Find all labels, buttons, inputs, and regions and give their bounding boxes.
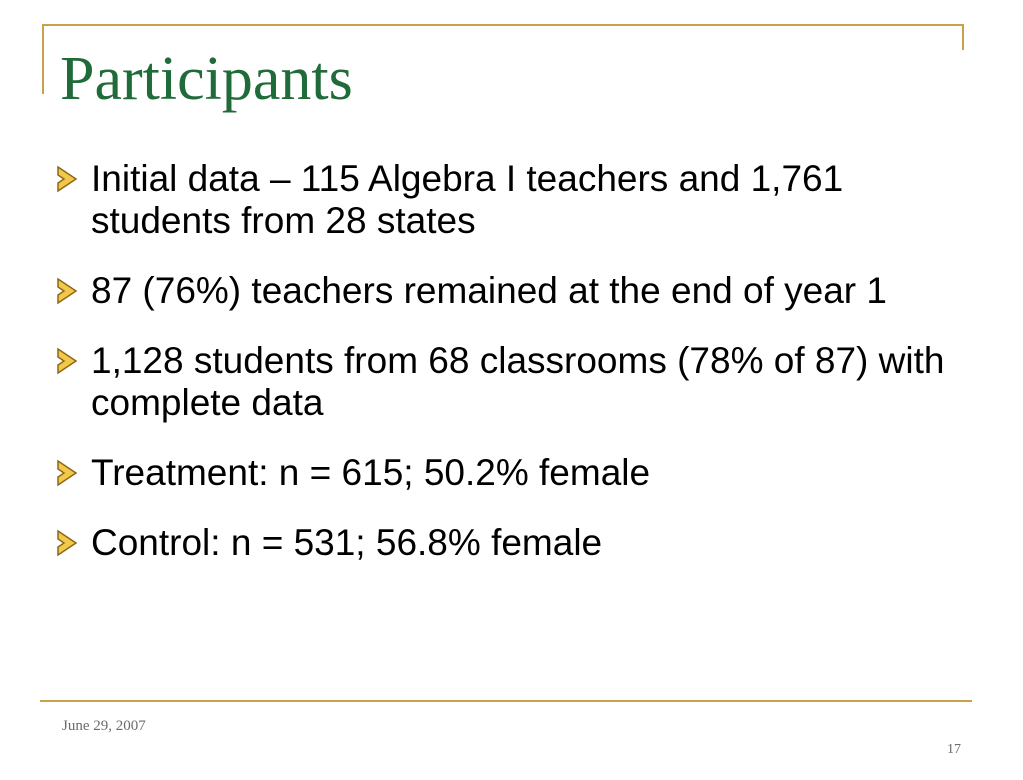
- footer-divider: [40, 700, 972, 702]
- bullet-text: Control: n = 531; 56.8% female: [91, 522, 603, 563]
- arrow-bullet-icon: [55, 161, 81, 197]
- arrow-bullet-icon: [55, 343, 81, 379]
- bullet-list: [55, 158, 955, 592]
- footer-date: June 29, 2007: [62, 718, 146, 734]
- arrow-bullet-icon: [55, 273, 81, 309]
- frame-right-tick: [962, 24, 964, 50]
- bullet-item: [55, 270, 955, 312]
- arrow-bullet-icon: [55, 455, 81, 491]
- bullet-item: [55, 522, 955, 564]
- frame-top-line: [42, 24, 964, 26]
- bullet-text: 1,128 students from 68 classrooms (78% of 87) with complete data: [91, 340, 945, 423]
- slide-title: Participants: [60, 45, 353, 113]
- arrow-bullet-icon: [55, 525, 81, 561]
- bullet-text: Treatment: n = 615; 50.2% female: [91, 452, 651, 493]
- bullet-item: [55, 452, 955, 494]
- bullet-text: 87 (76%) teachers remained at the end of year 1: [91, 270, 887, 311]
- bullet-text: Initial data – 115 Algebra I teachers and 1,761 students from 28 states: [91, 158, 844, 241]
- bullet-item: [55, 340, 955, 424]
- frame-left-line: [42, 24, 44, 94]
- bullet-item: [55, 158, 955, 242]
- page-number: 17: [947, 742, 961, 757]
